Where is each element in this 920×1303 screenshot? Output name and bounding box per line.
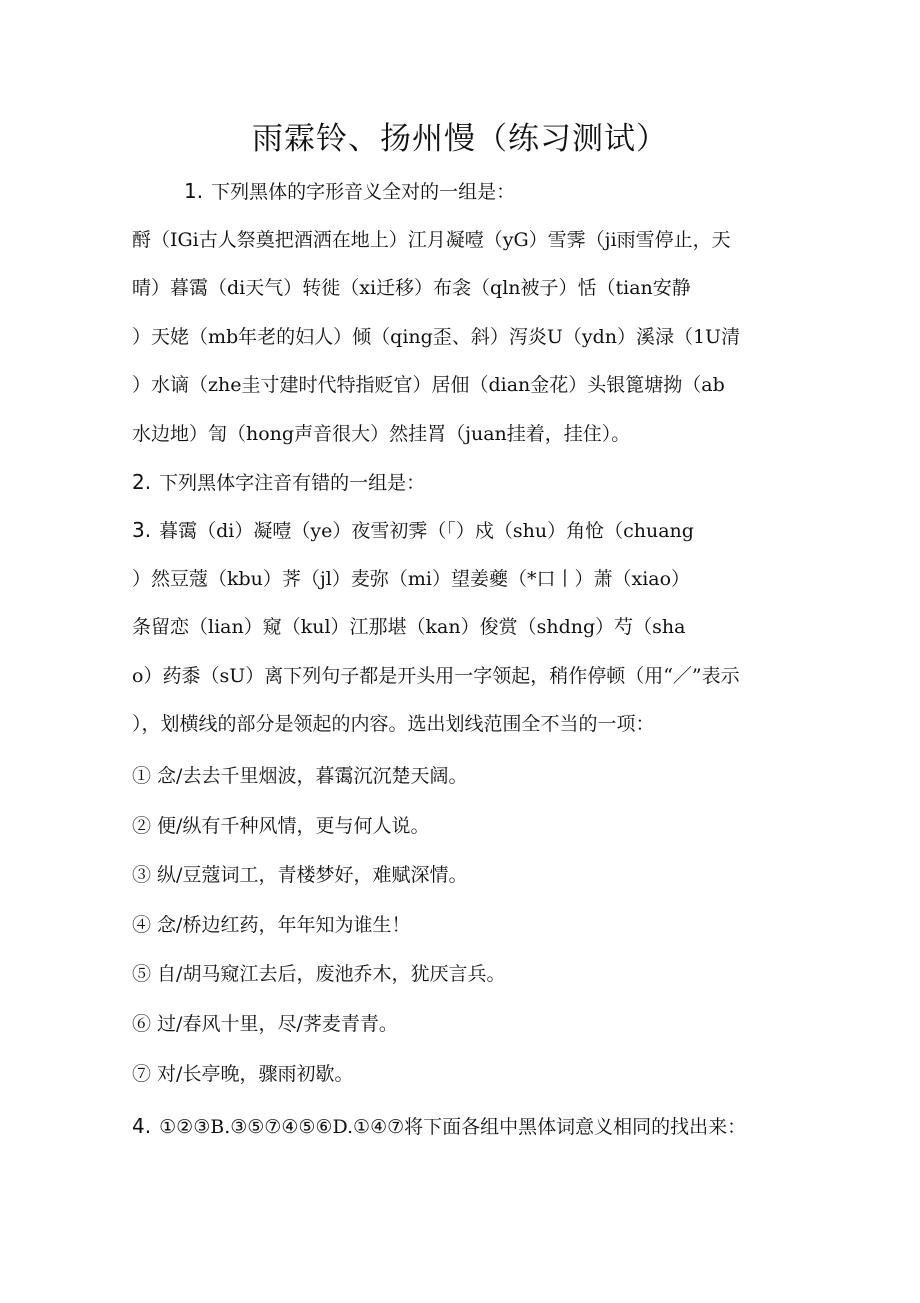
question-1 <box>184 176 515 207</box>
option-item: ⑦ 对/长亭晚，骤雨初歇。 <box>132 1063 354 1085</box>
option-item: ④ 念/桥边红药，年年知为谁生！ <box>132 914 411 936</box>
question-number: 3. <box>132 518 152 542</box>
question-number: 2. <box>132 470 152 494</box>
question-2 <box>132 467 425 498</box>
paragraph-line: 条留恋（lian）窥（kul）江那堪（kan）俊赏（shdng）芍（sha <box>132 616 686 638</box>
question-text: 下列黑体的字形音义全对的一组是： <box>211 181 516 203</box>
paragraph-line: 晴）暮霭（di天气）转徙（xi迁移）布衾（qln被子）恬（tian安静 <box>132 277 691 299</box>
question-text: ①②③B.③⑤⑦④⑤⑥D.①④⑦将下面各组中黑体词意义相同的找出来： <box>159 1116 747 1138</box>
paragraph-line: 酹（IGi古人祭奠把酒洒在地上）江月凝噎（yG）雪霁（ji雨雪停止，天 <box>132 229 731 251</box>
option-item: ③ 纵/豆蔻词工，青楼梦好，难赋深情。 <box>132 864 468 886</box>
page-title: 雨霖铃、扬州慢（练习测试） <box>252 121 668 157</box>
question-text: 暮霭（di）凝噎（ye）夜雪初霁（｢）戍（shu）角怆（chuang <box>159 520 694 542</box>
paragraph-line: ）水谪（zhe圭寸建时代特指贬官）居佃（dian金花）头银篦塘拗（ab <box>132 374 725 396</box>
option-item: ① 念/去去千里烟波，暮霭沉沉楚天阔。 <box>132 765 468 787</box>
paragraph-line: o）药黍（sU）离下列句子都是开头用一字领起，稍作停顿（用“／”表示 <box>132 665 740 687</box>
option-item: ② 便/纵有千种风情，更与何人说。 <box>132 815 430 837</box>
paragraph-line: 水边地）訇（hong声音很大）然挂罥（juan挂着，挂住）。 <box>132 423 631 445</box>
question-3 <box>132 515 694 546</box>
paragraph-line: ）然豆蔻（kbu）荠（jl）麦弥（mi）望姜夔（*口丨）萧（xiao） <box>132 568 691 590</box>
option-item: ⑥ 过/春风十里，尽/荠麦青青。 <box>132 1013 398 1035</box>
option-item: ⑤ 自/胡马窥江去后，废池乔木，犹厌言兵。 <box>132 963 506 985</box>
paragraph-line: ），划横线的部分是领起的内容。选出划线范围全不当的一项： <box>132 713 655 735</box>
question-4 <box>132 1111 746 1142</box>
paragraph-line: ）天姥（mb年老的妇人）倾（qing歪、斜）泻炎U（ydn）溪渌（1U清 <box>132 326 741 348</box>
question-number: 4. <box>132 1114 152 1138</box>
question-text: 下列黑体字注音有错的一组是： <box>159 472 426 494</box>
question-number: 1. <box>184 179 204 203</box>
